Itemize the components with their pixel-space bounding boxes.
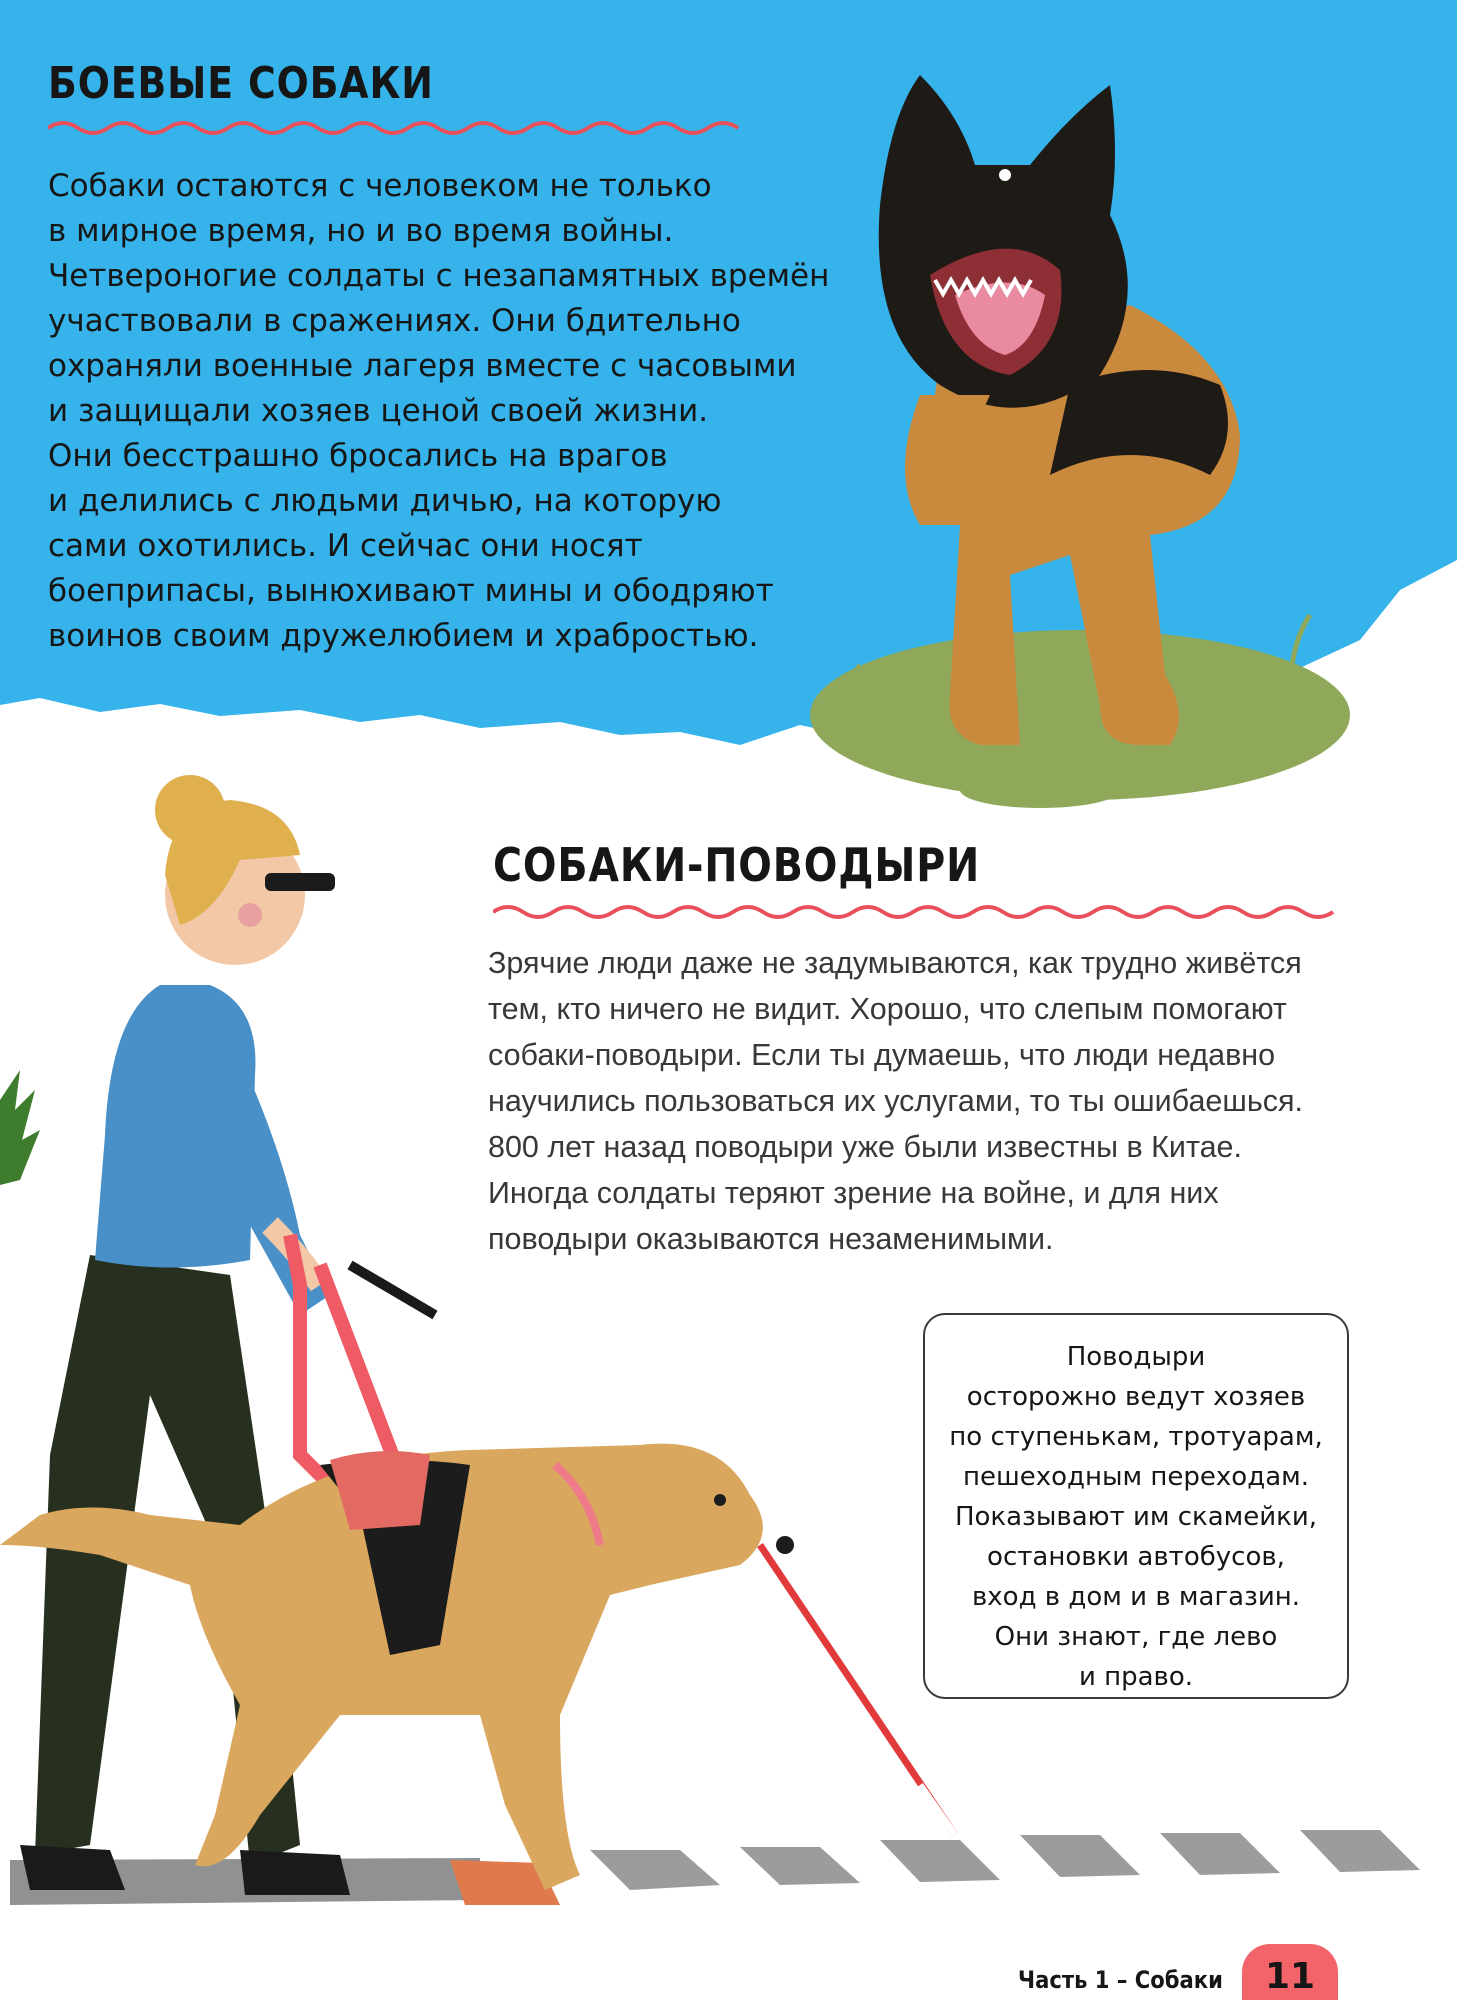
german-shepherd-illustration <box>770 55 1370 815</box>
guide-dogs-paragraph: Зрячие люди даже не задумываются, как трудно живётся тем, кто ничего не видит. Хорошо, что слепым помогают собаки-поводыри. Если ты думаешь, что люди недавно научились пользоваться их услугами, то ты ошибаешься. 800 лет назад поводыри уже были известны в Китае. Иногда солдаты теряют зрение на войне, и для них поводыри оказываются незаменимыми. <box>488 946 1303 1256</box>
callout-text: Поводыри осторожно ведут хозяев по ступенькам, тротуарам, пешеходным переходам. Показывают им скамейки, остановки автобусов, вход в дом и в магазин. Они знают, где лево и право. <box>949 1342 1323 1692</box>
callout-box <box>923 1313 1349 1699</box>
section-title-combat-dogs: БОЕВЫЕ СОБАКИ <box>48 58 434 109</box>
wavy-underline <box>48 118 748 138</box>
footer-section-label: Часть 1 – Собаки <box>1018 1966 1223 1994</box>
combat-dogs-paragraph: Собаки остаются с человеком не только в мирное время, но и во время войны. Четвероногие солдаты с незапамятных времён участвовали в сражениях. Они бдительно охраняли военные лагеря вместе с часовыми и защищали хозяев ценой своей жизни. Они бесстрашно бросались на врагов и делились с людьми дичью, на которую сами охотились. И сейчас они носят боеприпасы, вынюхивают мины и ободряют воинов своим дружелюбием и храбростью. <box>48 168 830 654</box>
wavy-underline <box>493 902 1353 922</box>
page-number: 11 <box>1264 1956 1316 1997</box>
plant-decoration <box>0 1060 40 1190</box>
page-number-badge <box>1242 1944 1338 2000</box>
section-title-guide-dogs: СОБАКИ-ПОВОДЫРИ <box>493 838 981 892</box>
